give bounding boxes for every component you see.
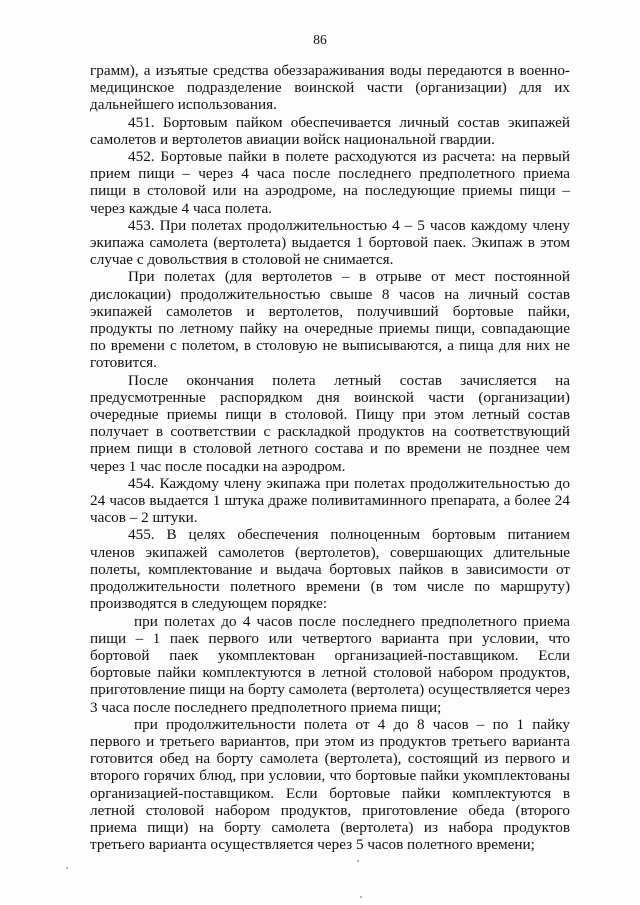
- paragraph-455-up-to-4-hours: при полетах до 4 часов после последнего предполетного приема пищи – 1 паек первого или четвертого варианта при условии, что бортовой паек укомплектован организацией-поставщиком. Если бортовые пайки комплектуются в летной столовой набором продуктов, приготовление пищи на борту самолета (вертолета) осуществляется через 3 часа после последнего предполетного приема пищи;: [90, 612, 570, 716]
- paragraph-455-4-to-8-hours: при продолжительности полета от 4 до 8 часов – по 1 пайку первого и третьего вариантов, при этом из продуктов третьего варианта готовится обед на борту самолета (вертолета), состоящий из первого и второго горячих блюд, при условии, что бортовые пайки укомплектованы организацией-поставщиком. Если бортовые пайки комплектуются в летной столовой набором продуктов, приготовление обеда (второго приема пищи) на борту самолета (вертолета) из набора продуктов третьего варианта осуществляется через 5 часов полетного времени;: [90, 715, 570, 854]
- page-number: 86: [313, 32, 327, 47]
- paragraph-455: 455. В целях обеспечения полноценным бортовым питанием членов экипажей самолетов (вертолетов), совершающих длительные полеты, комплектование и выдача бортовых пайков в зависимости от продолжительности полетного времени (в том числе по маршруту) производятся в следующем порядке:: [90, 526, 570, 613]
- paragraph-453-long-flights: При полетах (для вертолетов – в отрыве от мест постоянной дислокации) продолжительностью свыше 8 часов на личный состав экипажей самолетов и вертолетов, получивший бортовые пайки, продукты по летному пайку на очередные приемы пищи, совпадающие по времени с полетом, в столовую не выписываются, а пища для них не готовится.: [90, 268, 570, 372]
- paragraph-452: 452. Бортовые пайки в полете расходуются из расчета: на первый прием пищи – через 4 часа после последнего предполетного приема пищи в столовой или на аэродроме, на последующие приемы пищи – через каждые 4 часа полета.: [90, 148, 570, 217]
- paragraph-453: 453. При полетах продолжительностью 4 – 5 часов каждому члену экипажа самолета (вертолета) выдается 1 бортовой паек. Экипаж в этом случае с довольствия в столовой не снимается.: [90, 216, 570, 269]
- paragraph-453-after-flight: После окончания полета летный состав зачисляется на предусмотренные распорядком дня воинской части (организации) очередные приемы пищи в столовой. Пищу при этом летный состав получает в соответствии с раскладкой продуктов на соответствующий прием пищи в столовой летного состава и по времени не позднее чем через 1 час после посадки на аэродром.: [90, 371, 570, 475]
- scan-speck: [357, 860, 359, 862]
- scan-speck: [360, 896, 362, 898]
- paragraph-454: 454. Каждому члену экипажа при полетах продолжительностью до 24 часов выдается 1 штука драже поливитаминного препарата, а более 24 часов – 2 штуки.: [90, 474, 570, 527]
- paragraph-451: 451. Бортовым пайком обеспечивается личный состав экипажей самолетов и вертолетов авиации войск национальной гвардии.: [90, 113, 570, 148]
- document-body: [90, 62, 570, 853]
- paragraph-continuation: грамм), а изъятые средства обеззараживания воды передаются в военно-медицинское подразделение воинской части (организации) для их дальнейшего использования.: [90, 62, 570, 114]
- scan-speck: [66, 867, 68, 869]
